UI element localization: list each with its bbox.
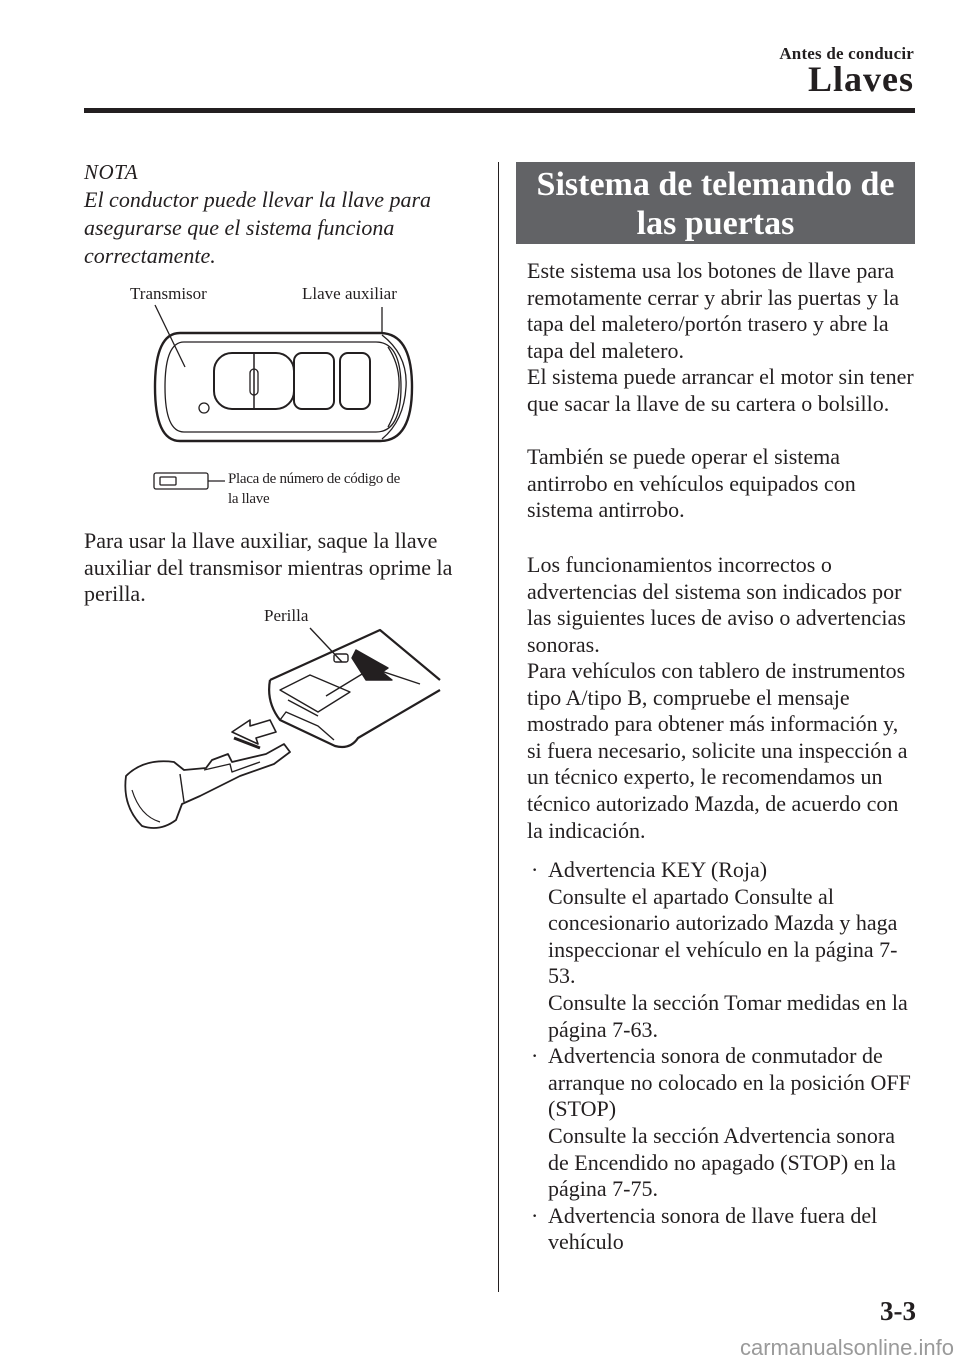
code-plate-label-line1: Placa de número de código de xyxy=(228,471,400,487)
list-item xyxy=(527,1043,917,1203)
section-paragraph-4: Los funcionamientos incorrectos o advertencias del sistema son indicados por las siguientes luces de aviso o advertencias sonoras. xyxy=(527,552,906,657)
section-paragraph-1: Este sistema usa los botones de llave para remotamente cerrar y abrir las puertas y la tapa del maletero/portón trasero y abre la tapa del maletero. xyxy=(527,258,899,363)
bullet-title: Advertencia sonora de conmutador de arranque no colocado en la posición OFF (STOP) xyxy=(548,1043,911,1122)
page-number: 3-3 xyxy=(880,1296,916,1326)
section-paragraph-2: El sistema puede arrancar el motor sin tener que sacar la llave de su cartera o bolsillo. xyxy=(527,364,914,416)
code-plate-label-line2: la llave xyxy=(228,491,270,507)
section-title-banner xyxy=(516,162,915,244)
bullet-glyph: · xyxy=(531,1202,539,1228)
bullet-reference: Consulte el apartado Consulte al concesionario autorizado Mazda y haga inspeccionar el vehículo en la página 7-53. xyxy=(548,883,898,989)
transmitter-label: Transmisor xyxy=(130,284,207,303)
bullet-reference: Consulte la sección Advertencia sonora de Encendido no apagado (STOP) en la página 7-75. xyxy=(548,1122,896,1202)
bullet-glyph: · xyxy=(531,1043,539,1069)
aux-key-label: Llave auxiliar xyxy=(302,284,397,303)
bullet-title: Advertencia sonora de llave fuera del vehículo xyxy=(548,1202,878,1255)
aux-key-instructions: Para usar la llave auxiliar, saque la llave auxiliar del transmisor mientras oprime la perilla. xyxy=(84,528,453,607)
knob-label: Perilla xyxy=(264,606,309,625)
bullet-title: Advertencia KEY (Roja) xyxy=(548,857,768,882)
section-title-line1: Sistema de telemando de xyxy=(536,166,895,203)
section-paragraph-3: También se puede operar el sistema antirrobo en vehículos equipados con sistema antirrobo. xyxy=(527,444,856,523)
note-label: NOTA xyxy=(84,160,139,184)
running-header-section: Antes de conducir xyxy=(779,44,914,63)
warning-list xyxy=(527,857,917,1256)
column-divider xyxy=(498,162,499,1292)
transmitter-illustration xyxy=(150,305,450,495)
aux-key-removal-illustration xyxy=(120,620,440,860)
header-rule xyxy=(84,108,915,113)
bullet-glyph: · xyxy=(531,857,539,882)
list-item xyxy=(527,857,917,1043)
note-text: El conductor puede llevar la llave para asegurarse que el sistema funciona correctamente. xyxy=(84,187,432,268)
list-item xyxy=(527,1203,917,1256)
bullet-reference: Consulte la sección Tomar medidas en la página 7-63. xyxy=(548,989,908,1042)
running-header-chapter: Llaves xyxy=(807,59,914,99)
section-title-line2: las puertas xyxy=(636,205,795,242)
watermark: carmanualsonline.info xyxy=(739,1335,954,1360)
section-paragraph-5: Para vehículos con tablero de instrumentos tipo A/tipo B, compruebe el mensaje mostrado para obtener más información y, si fuera necesario, solicite una inspección a un técnico experto, le recomendamos un técnico autorizado Mazda, de acuerdo con la indicación. xyxy=(527,658,908,843)
